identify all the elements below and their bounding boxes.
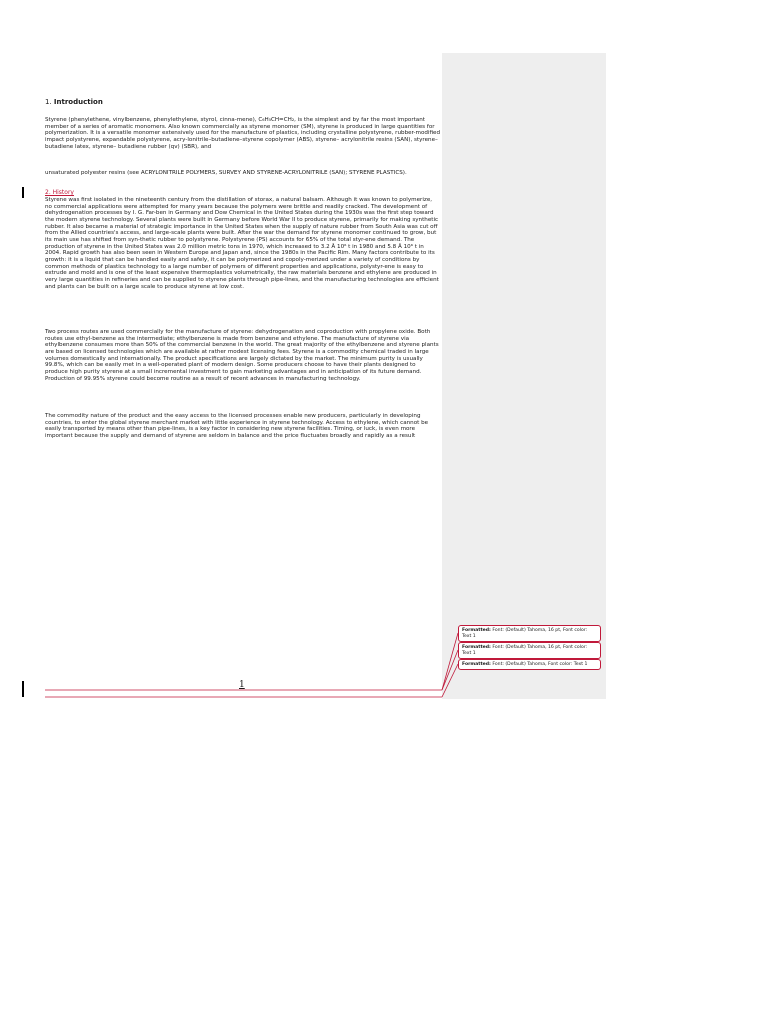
comment-label: Formatted: xyxy=(462,662,491,667)
page-number: 1 xyxy=(239,680,245,690)
paragraph-history: Styrene was first isolated in the nineteenth century from the distillation of storax, a natural balsam. Although it was known to polymerize, no commercial applications were attempted for many years because the polymers were brittle and readily cracked. The development of dehydrogenation processes by I. G. Far-ben in Germany and Dow Chemical in the United States during the 1930s was the first step toward the modern styrene technology. Several plants were built in Germany before World War II to produce styrene, primarily for making synthetic rubber. It also became a material of strategic importance in the United States when the supply of nature rubber from South Asia was cut off from the Allied countries's access, and large-scale plants were built. After the war the demand for styrene monomer continued to grow, but its main use has shifted from syn-thetic rubber to polystyrene. Polystyrene (PS) accounts for 65% of the total styr-ene demand. The production of styrene in the United States was 2.0 million metric tons in 1970, which increased to 3.2 Â 10⁶ t in 1980 and 5.8 Â 10⁶ t in 2004. Rapid growth has also been seen in Western Europe and Japan and, since the 1980s in the Pacific Rim. Many factors contribute to its growth: it is a liquid that can be handled easily and safely, it can be polymerized and copoly-merized under a variety of conditions by common methods of plastics technology to a large number of polymers of different properties and applications, polystyr-ene is easy to extrude and mold and is one of the least expensive thermoplastics volumetrically, the raw materials benzene and ethylene are produced in very large quantities in refineries and can be supplied to styrene plants through pipe-lines, and the manufacturing technologies are efficient and plants can be built on a large scale to produce styrene at low cost. xyxy=(45,197,439,290)
comment-label: Formatted: xyxy=(462,645,491,650)
comment-balloon[interactable] xyxy=(458,642,601,659)
paragraph-introduction: Styrene (phenylethene, vinylbenzene, phenylethylene, styrol, cinna-mene), C₆H₅CH=CH₂, is the simplest and by far the most important member of a series of aromatic monomers. Also known commercially as styrene monomer (SM), styrene is produced in large quantities for polymerization. It is a versatile monomer extensively used for the manufacture of plastics, including crystalline polystyrene, rubber-modified impact polystyrene, expandable polystyrene, acry-lonitrile–butadiene–styrene copolymer (ABS), styrene– acrylonitrile resins (SAN), styrene– butadiene latex, styrene– butadiene rubber (qv) (SBR), and xyxy=(45,117,441,150)
comment-text: Font: (Default) Tahoma, 16 pt, Font color: Text 1 xyxy=(462,628,588,639)
comment-balloon[interactable] xyxy=(458,625,601,642)
section-2-history-link[interactable]: 2. History xyxy=(45,189,74,196)
paragraph-cross-reference: unsaturated polyester resins (see ACRYLONITRILE POLYMERS, SURVEY AND STYRENE-ACRYLONITRILE (SAN); STYRENE PLASTICS). xyxy=(45,170,407,176)
paragraph-commodity: The commodity nature of the product and the easy access to the licensed processes enable new producers, particularly in developing countries, to enter the global styrene merchant market with little experience in styrene technology. Access to ethylene, which cannot be easily transported by means other than pipe-lines, is a key factor in considering new styrene facilities. Timing, or luck, is even more important because the supply and demand of styrene are seldom in balance and the price fluctuates broadly and rapidly as a result xyxy=(45,413,429,439)
comment-text: Font: (Default) Tahoma, Font color: Text 1 xyxy=(492,662,588,667)
paragraph-process-routes: Two process routes are used commercially for the manufacture of styrene: dehydrogenation and coproduction with propylene oxide. Both routes use ethyl-benzene as the intermediate; ethylbenzene is made from benzene and ethylene. The manufacture of styrene via ethylbenzene consumes more than 50% of the commercial benzene in the world. The great majority of the ethylbenzene and styrene plants are based on licensed technologies which are available at rather modest licensing fees. Styrene is a commodity chemical traded in large volumes domestically and internationally. The product specifications are largely dictated by the market. The minimum purity is usually 99.8%, which can be easily met in a well-operated plant of modern design. Some producers choose to have their plants designed to produce high purity styrene at a small incremental investment to gain marketing advantages and in anticipation of its future demand. Production of 99.95% styrene could become routine as a result of recent advances in manufacturing technology. xyxy=(45,329,439,382)
comment-label: Formatted: xyxy=(462,628,491,633)
comment-text: Font: (Default) Tahoma, 16 pt, Font color: Text 1 xyxy=(462,645,588,656)
comment-balloon[interactable] xyxy=(458,659,601,670)
section-1-number: 1. xyxy=(45,98,52,106)
section-1-title: Introduction xyxy=(53,98,103,106)
